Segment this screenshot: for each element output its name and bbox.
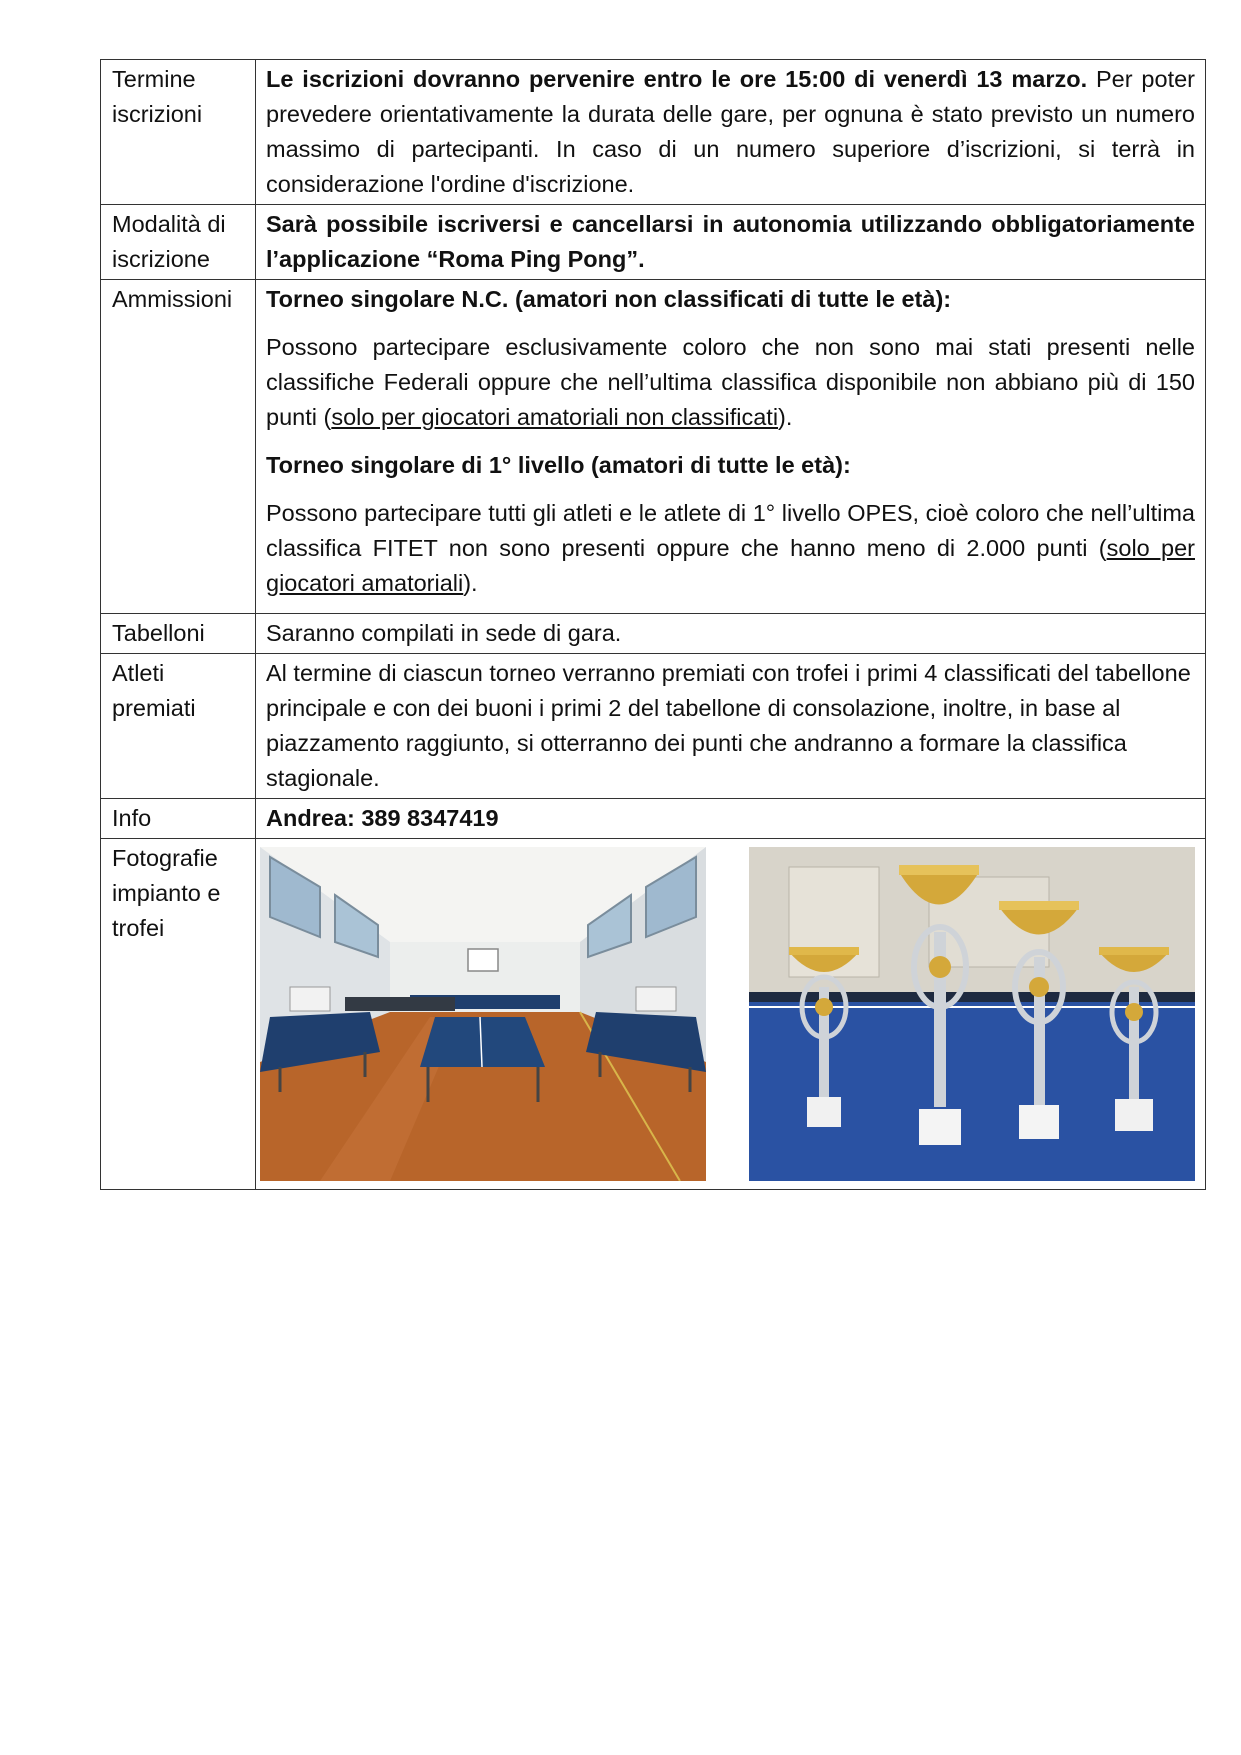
nc-text: Possono partecipare esclusivamente coloro che non sono mai stati presenti nelle classifiche Federali oppure che nell’ultima classifica disponibile non abbiano più di 150 punti (	[266, 334, 1195, 430]
label-ammissioni: Ammissioni	[101, 280, 256, 614]
trophies-photo	[749, 847, 1195, 1181]
row-atleti	[101, 654, 1206, 799]
label-termine: Termine iscrizioni	[101, 60, 256, 205]
deadline-bold: Le iscrizioni dovranno pervenire entro le ore 15:00 di venerdì 13 marzo.	[266, 66, 1088, 92]
l1-paragraph	[266, 496, 1195, 601]
nc-title: Torneo singolare N.C. (amatori non classificati di tutte le età):	[266, 286, 952, 312]
label-foto: Fotografie impianto e trofei	[101, 839, 256, 1190]
content-termine	[256, 60, 1206, 205]
l1-end: ).	[463, 570, 478, 596]
gym-photo	[260, 847, 706, 1181]
row-modalita	[101, 205, 1206, 280]
row-foto	[101, 839, 1206, 1190]
deadline-text: Per poter prevedere orientativamente la durata delle gare, per ognuna è stato previsto un numero massimo di partecipanti. In caso di un numero superiore d’iscrizioni, si terrà in considerazione l'ordine d'iscrizione.	[266, 66, 1195, 197]
label-modalita: Modalità di iscrizione	[101, 205, 256, 280]
nc-paragraph	[266, 330, 1195, 435]
l1-underline: solo per giocatori amatoriali	[266, 535, 1195, 596]
row-info	[101, 799, 1206, 839]
content-tabelloni: Saranno compilati in sede di gara.	[256, 614, 1206, 654]
label-info: Info	[101, 799, 256, 839]
photo-gallery	[260, 843, 1195, 1185]
label-atleti: Atleti premiati	[101, 654, 256, 799]
label-tabelloni: Tabelloni	[101, 614, 256, 654]
content-info: Andrea: 389 8347419	[256, 799, 1206, 839]
row-termine	[101, 60, 1206, 205]
row-tabelloni	[101, 614, 1206, 654]
content-ammissioni	[256, 280, 1206, 614]
info-table	[100, 59, 1206, 1190]
nc-end: ).	[778, 404, 793, 430]
row-ammissioni	[101, 280, 1206, 614]
nc-underline: solo per giocatori amatoriali non classificati	[331, 404, 779, 430]
content-atleti: Al termine di ciascun torneo verranno premiati con trofei i primi 4 classificati del tabellone principale e con dei buoni i primi 2 del tabellone di consolazione, inoltre, in base al piazzamento raggiunto, si otterranno dei punti che andranno a formare la classifica stagionale.	[256, 654, 1206, 799]
content-modalita: Sarà possibile iscriversi e cancellarsi in autonomia utilizzando obbligatoriamente l’applicazione “Roma Ping Pong”.	[256, 205, 1206, 280]
l1-title: Torneo singolare di 1° livello (amatori di tutte le età):	[266, 452, 851, 478]
content-foto	[256, 839, 1206, 1190]
l1-text: Possono partecipare tutti gli atleti e le atlete di 1° livello OPES, cioè coloro che nell’ultima classifica FITET non sono presenti oppure che hanno meno di 2.000 punti (	[266, 500, 1195, 561]
